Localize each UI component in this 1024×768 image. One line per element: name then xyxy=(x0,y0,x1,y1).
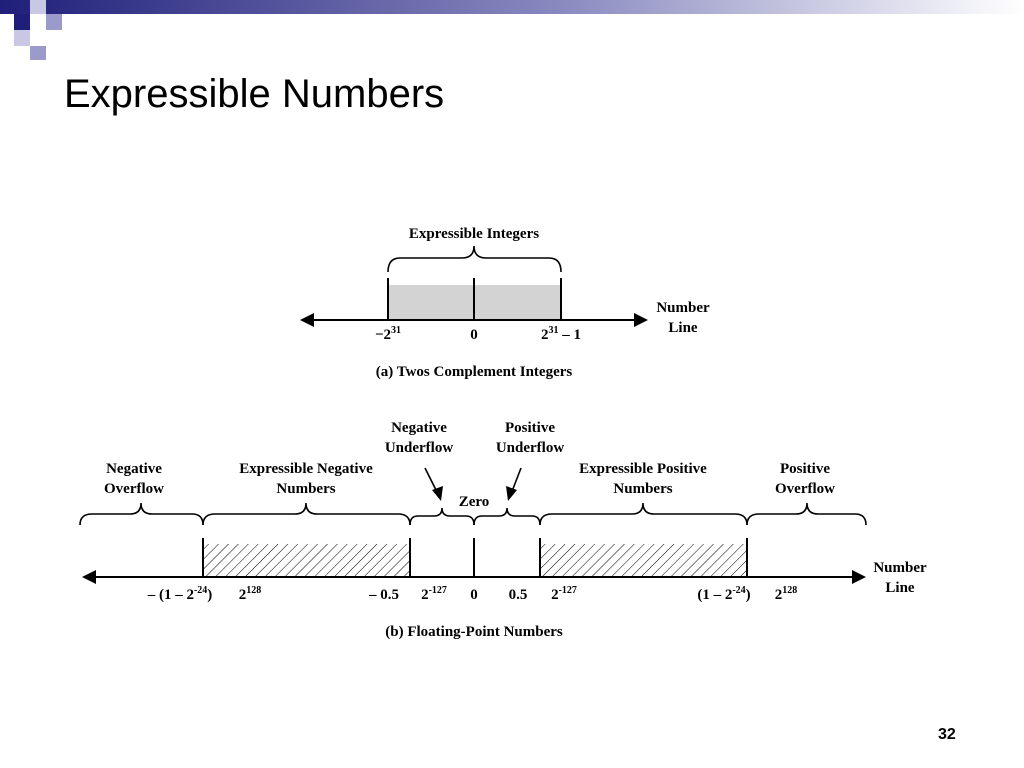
negative-underflow-label-2: Underflow xyxy=(384,440,454,456)
tick-label-pos-max: $(1 - 2^{-24})$ xyxy=(697,585,751,603)
negative-overflow-brace xyxy=(80,503,203,525)
fp-line-right-arrow xyxy=(852,570,866,584)
tick-label-neg-max: – $(1 - 2^{-24})$ xyxy=(147,585,213,603)
integer-line-right-arrow xyxy=(634,313,648,327)
expressible-negative-label-2: Numbers xyxy=(276,481,336,497)
tick-label-2-31-minus-1: $2^{31} - 1$ xyxy=(541,325,581,343)
expressible-negative-label-1: Expressible Negative xyxy=(239,461,373,477)
expressible-positive-brace xyxy=(540,503,747,525)
slide-page-number: 32 xyxy=(938,726,956,743)
tick-label-neg-half: – 0.5 xyxy=(369,587,399,603)
fp-number-line-label-1: Number xyxy=(873,560,927,576)
tick-label-neg-2-minus-127: $2^{-127}$ xyxy=(421,585,447,603)
tick-label-neg-2-128: $2^{128}$ xyxy=(238,585,262,603)
negative-underflow-label-1: Negative xyxy=(391,420,447,436)
positive-underflow-brace xyxy=(474,508,540,525)
zero-region-label: Zero xyxy=(458,494,490,510)
positive-underflow-label-1: Positive xyxy=(505,420,555,436)
tick-label-pos-half: 0.5 xyxy=(508,587,528,603)
positive-overflow-label-1: Positive xyxy=(780,461,830,477)
caption-a: (a) Twos Complement Integers xyxy=(375,364,573,380)
positive-overflow-brace xyxy=(747,503,866,525)
expressible-positive-label-1: Expressible Positive xyxy=(579,461,707,477)
expressible-negative-brace xyxy=(203,503,410,525)
tick-label-minus-2-31: $-2^{31}$ xyxy=(374,325,402,343)
caption-b: (b) Floating-Point Numbers xyxy=(385,624,563,640)
expressible-positive-hatch xyxy=(540,544,747,577)
slide-title: Expressible Numbers xyxy=(64,72,445,116)
fp-number-line-label-2: Line xyxy=(885,580,915,596)
integer-number-line-label-1: Number xyxy=(656,300,710,316)
negative-underflow-brace xyxy=(410,508,474,525)
tick-label-zero-b: 0 xyxy=(470,587,478,603)
negative-underflow-arrowhead xyxy=(432,486,443,501)
positive-overflow-label-2: Overflow xyxy=(775,481,835,497)
expressible-integers-brace xyxy=(388,246,561,272)
negative-overflow-label-2: Overflow xyxy=(104,481,164,497)
expressible-negative-hatch xyxy=(203,544,410,577)
negative-overflow-label-1: Negative xyxy=(106,461,162,477)
integer-number-line-label-2: Line xyxy=(668,320,698,336)
positive-underflow-arrowhead xyxy=(506,486,517,501)
tick-label-zero-a: 0 xyxy=(470,327,478,343)
tick-label-pos-2-128: $2^{128}$ xyxy=(774,585,798,603)
expressible-integers-label: Expressible Integers xyxy=(408,226,540,242)
positive-underflow-label-2: Underflow xyxy=(495,440,565,456)
expressible-positive-label-2: Numbers xyxy=(613,481,673,497)
integer-line-left-arrow xyxy=(300,313,314,327)
fp-line-left-arrow xyxy=(82,570,96,584)
tick-label-pos-2-minus-127: $2^{-127}$ xyxy=(551,585,577,603)
